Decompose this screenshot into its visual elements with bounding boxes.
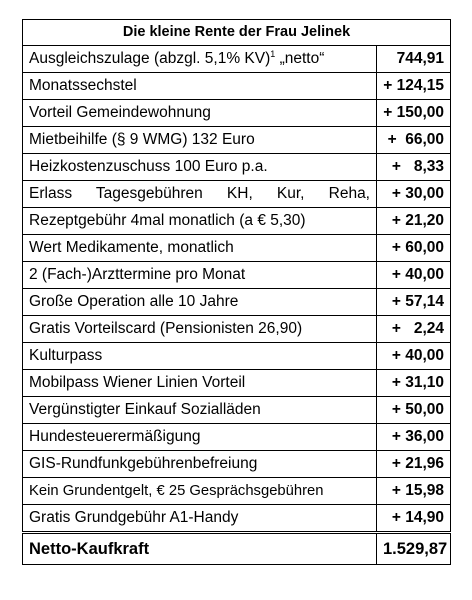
table-row: [23, 100, 451, 127]
table-row: [23, 73, 451, 100]
table-row: [23, 316, 451, 343]
table-row: [23, 478, 451, 505]
row-label: Mobilpass Wiener Linien Vorteil: [23, 370, 377, 397]
row-value: + 2,24: [377, 316, 451, 343]
row-value: + 21,96: [377, 451, 451, 478]
row-value: + 30,00: [377, 181, 451, 208]
total-row: [23, 533, 451, 565]
row-value: + 36,00: [377, 424, 451, 451]
row-label-suffix: „netto“: [275, 50, 325, 68]
footnote-marker: 1: [270, 49, 276, 60]
row-label: Kulturpass: [23, 343, 377, 370]
row-value: + 50,00: [377, 397, 451, 424]
row-label: [23, 46, 377, 73]
row-label: Heizkostenzuschuss 100 Euro p.a.: [23, 154, 377, 181]
row-label-text: Ausgleichszulage (abzgl. 5,1% KV): [29, 50, 271, 68]
row-label: GIS-Rundfunkgebührenbefreiung: [23, 451, 377, 478]
rent-table: [22, 19, 451, 565]
row-label: Gratis Vorteilscard (Pensionisten 26,90): [23, 316, 377, 343]
row-value: + 150,00: [377, 100, 451, 127]
row-value: + 40,00: [377, 343, 451, 370]
row-value: + 21,20: [377, 208, 451, 235]
table-row: [23, 397, 451, 424]
table-row: [23, 127, 451, 154]
row-label: Gratis Grundgebühr A1-Handy: [23, 505, 377, 533]
row-value: + 66,00: [377, 127, 451, 154]
total-label: Netto-Kaufkraft: [23, 533, 377, 565]
table-row: [23, 208, 451, 235]
title-row: [23, 20, 451, 46]
row-label: Rezeptgebühr 4mal monatlich (a € 5,30): [23, 208, 377, 235]
row-label: Monatssechstel: [23, 73, 377, 100]
row-value: + 15,98: [377, 478, 451, 505]
total-value: 1.529,87: [377, 533, 451, 565]
row-label: Vergünstigter Einkauf Sozialläden: [23, 397, 377, 424]
table-row: [23, 451, 451, 478]
row-label: Erlass Tagesgebühren KH, Kur, Reha,: [23, 181, 377, 208]
row-value: + 14,90: [377, 505, 451, 533]
row-label: Große Operation alle 10 Jahre: [23, 289, 377, 316]
table-row: [23, 424, 451, 451]
row-value: + 124,15: [377, 73, 451, 100]
row-label: Hundesteuerermäßigung: [23, 424, 377, 451]
table-row: [23, 343, 451, 370]
row-label: 2 (Fach-)Arzttermine pro Monat: [23, 262, 377, 289]
table-row: [23, 235, 451, 262]
row-label: Wert Medikamente, monatlich: [23, 235, 377, 262]
row-label: Kein Grundentgelt, € 25 Gesprächsgebühren: [23, 478, 377, 505]
table-row: [23, 181, 451, 208]
row-value: + 8,33: [377, 154, 451, 181]
table-row: [23, 46, 451, 73]
row-value: + 31,10: [377, 370, 451, 397]
row-value: + 60,00: [377, 235, 451, 262]
table-row: [23, 154, 451, 181]
table-row: [23, 289, 451, 316]
table-row: [23, 370, 451, 397]
row-value: + 40,00: [377, 262, 451, 289]
row-label: Mietbeihilfe (§ 9 WMG) 132 Euro: [23, 127, 377, 154]
row-value: + 57,14: [377, 289, 451, 316]
table-row: [23, 505, 451, 533]
table-title: Die kleine Rente der Frau Jelinek: [23, 20, 451, 46]
row-label: Vorteil Gemeindewohnung: [23, 100, 377, 127]
row-value: 744,91: [377, 46, 451, 73]
table-row: [23, 262, 451, 289]
